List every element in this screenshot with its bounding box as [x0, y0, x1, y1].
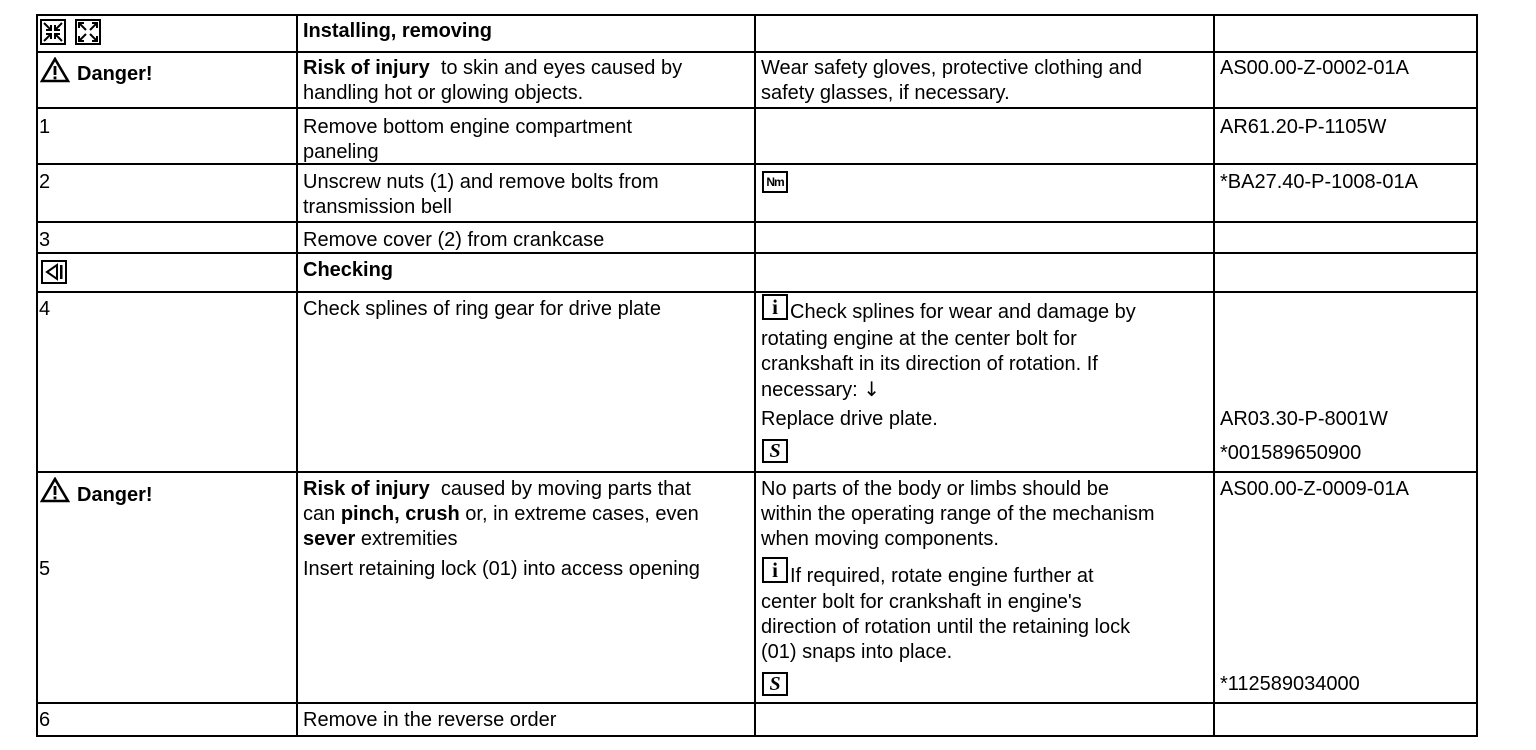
note-line: crankshaft in its direction of rotation. If: [761, 353, 1098, 375]
note-line: Replace drive plate.: [761, 408, 938, 430]
column-divider: [1213, 14, 1215, 737]
note-line: safety glasses, if necessary.: [761, 82, 1010, 104]
column-divider: [296, 14, 298, 737]
hazard-emphasis: Risk of injury: [303, 478, 430, 500]
step-number: 4: [39, 298, 51, 320]
row-divider: [36, 163, 1478, 165]
step-description: [303, 115, 632, 165]
step-description: Check splines of ring gear for drive plate: [303, 298, 661, 320]
info-icon: i: [762, 294, 788, 320]
reference-code: AR61.20-P-1105W: [1220, 116, 1387, 138]
special-tool-icon: S: [762, 672, 788, 696]
hazard-text: can: [303, 503, 341, 525]
note-block: [761, 590, 1130, 665]
note-line: No parts of the body or limbs should be: [761, 478, 1109, 500]
warning-triangle-icon: [40, 57, 70, 89]
hazard-emphasis: sever: [303, 528, 356, 550]
note-line: necessary:: [761, 379, 858, 401]
row-divider: [36, 702, 1478, 704]
tool-part-number: *112589034000: [1220, 673, 1360, 695]
section-title-checking: Checking: [303, 259, 394, 281]
desc-line: paneling: [303, 141, 379, 163]
desc-line: Remove bottom engine compartment: [303, 116, 633, 138]
danger-label: Danger!: [77, 63, 153, 85]
step-number: 6: [39, 709, 51, 731]
reference-code: AS00.00-Z-0009-01A: [1220, 478, 1410, 500]
hazard-description: [303, 477, 699, 552]
note-line: center bolt for crankshaft in engine's: [761, 591, 1082, 613]
column-divider: [36, 14, 38, 737]
reference-code: *BA27.40-P-1008-01A: [1220, 171, 1418, 193]
tool-part-number: *001589650900: [1220, 442, 1362, 464]
row-divider: [36, 291, 1478, 293]
hazard-text: handling hot or glowing objects.: [303, 82, 584, 104]
column-divider: [754, 14, 756, 737]
note-block: [761, 327, 1098, 403]
warning-triangle-icon: [40, 477, 70, 509]
note-line: (01) snaps into place.: [761, 641, 953, 663]
danger-label: Danger!: [77, 484, 153, 506]
row-divider: [36, 221, 1478, 223]
step-description: Remove cover (2) from crankcase: [303, 229, 605, 251]
torque-nm-icon: Nm: [762, 171, 788, 193]
note-line: direction of rotation until the retaining lock: [761, 616, 1131, 638]
note-line: when moving components.: [761, 528, 999, 550]
hazard-text: extremities: [355, 528, 458, 550]
row-divider: [36, 252, 1478, 254]
step-number: 2: [39, 171, 51, 193]
desc-line: transmission bell: [303, 196, 452, 218]
table-border-top: [36, 14, 1478, 16]
procedure-table: [36, 14, 1478, 737]
hazard-text: caused by moving parts that: [429, 478, 691, 500]
step-description: Insert retaining lock (01) into access opening: [303, 558, 700, 580]
desc-line: Unscrew nuts (1) and remove bolts from: [303, 171, 659, 193]
column-divider: [1476, 14, 1478, 737]
section-title: Installing, removing: [303, 20, 492, 42]
note-line: Check splines for wear and damage by: [790, 301, 1136, 323]
remove-symbol-icon: [75, 19, 101, 51]
step-number: 5: [39, 558, 51, 580]
step-number: 1: [39, 116, 51, 138]
install-symbol-icon: [40, 19, 66, 51]
down-arrow-icon: ↓: [863, 377, 881, 401]
safety-note: [761, 477, 1155, 552]
table-border-bottom: [36, 735, 1478, 737]
row-divider: [36, 51, 1478, 53]
row-divider: [36, 471, 1478, 473]
step-number: 3: [39, 229, 51, 251]
note-line: If required, rotate engine further at: [790, 565, 1094, 587]
info-icon: i: [762, 557, 788, 583]
step-description: [303, 170, 659, 220]
reference-code: AS00.00-Z-0002-01A: [1220, 57, 1410, 79]
checking-arrow-icon: [41, 260, 67, 290]
hazard-description: [303, 56, 682, 106]
step-description: Remove in the reverse order: [303, 709, 557, 731]
note-line: rotating engine at the center bolt for: [761, 328, 1077, 350]
safety-note: [761, 56, 1142, 106]
special-tool-icon: S: [762, 439, 788, 463]
hazard-text: to skin and eyes caused by: [429, 57, 683, 79]
hazard-emphasis: Risk of injury: [303, 57, 430, 79]
reference-code: AR03.30-P-8001W: [1220, 408, 1388, 430]
hazard-text: or, in extreme cases, even: [459, 503, 699, 525]
row-divider: [36, 107, 1478, 109]
note-line: Wear safety gloves, protective clothing and: [761, 57, 1142, 79]
note-line: within the operating range of the mechanism: [761, 503, 1155, 525]
hazard-emphasis: pinch, crush: [340, 503, 460, 525]
